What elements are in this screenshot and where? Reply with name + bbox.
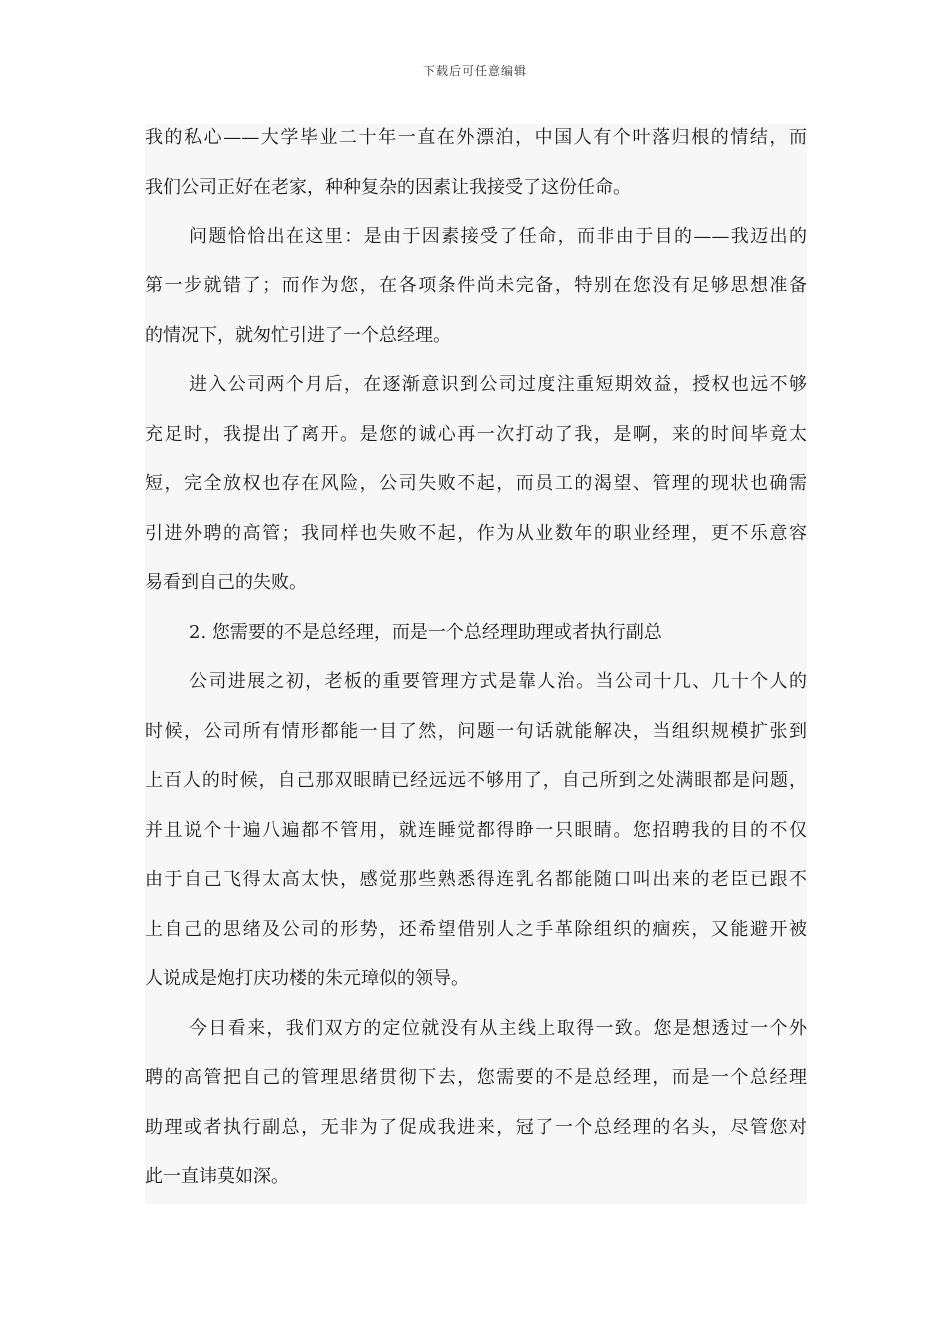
text-line: 充足时，我提出了离开。是您的诚心再一次打动了我，是啊，来的时间毕竟太: [145, 424, 807, 445]
text-line: 上自己的思绪及公司的形势，还希望借别人之手革除组织的痼疾，又能避开被: [145, 919, 807, 940]
text-line: 由于自己飞得太高太快，感觉那些熟悉得连乳名都能随口叫出来的老臣已跟不: [145, 869, 807, 890]
text-line: 人说成是炮打庆功楼的朱元璋似的领导。: [145, 968, 469, 989]
text-line: 上百人的时候，自己那双眼睛已经远远不够用了，自己所到之处满眼都是问题，: [145, 770, 807, 791]
text-line: 短，完全放权也存在风险，公司失败不起，而员工的渴望、管理的现状也确需: [145, 473, 807, 494]
text-line: 易看到自己的失败。: [145, 572, 307, 593]
text-line: 助理或者执行副总，无非为了促成我进来，冠了一个总经理的名头，尽管您对: [145, 1117, 807, 1138]
text-line: 此一直讳莫如深。: [145, 1166, 289, 1187]
text-line: 我们公司正好在老家，种种复杂的因素让我接受了这份任命。: [145, 177, 631, 198]
paragraph-first-line: 进入公司两个月后，在逐渐意识到公司过度注重短期效益，授权也远不够: [189, 374, 807, 395]
text-line: 第一步就错了；而作为您，在各项条件尚未完备，特别在您没有足够思想准备: [145, 275, 807, 296]
text-line: 聘的高管把自己的管理思绪贯彻下去，您需要的不是总经理，而是一个总经理: [145, 1067, 807, 1088]
text-line: 引进外聘的高管；我同样也失败不起，作为从业数年的职业经理，更不乐意容: [145, 523, 807, 544]
text-line: 的情况下，就匆忙引进了一个总经理。: [145, 325, 451, 346]
text-line: 并且说个十遍八遍都不管用，就连睡觉都得睁一只眼睛。您招聘我的目的不仅: [145, 820, 807, 841]
section-heading: 2. 您需要的不是总经理，而是一个总经理助理或者执行副总: [189, 622, 662, 643]
paragraph-first-line: 今日看来，我们双方的定位就没有从主线上取得一致。您是想透过一个外: [189, 1018, 807, 1039]
page-header: 下载后可任意编辑: [422, 64, 527, 78]
paragraph-first-line: 公司进展之初，老板的重要管理方式是靠人治。当公司十几、几十个人的: [189, 671, 807, 692]
text-line: 我的私心——大学毕业二十年一直在外漂泊，中国人有个叶落归根的情结，而: [145, 127, 807, 148]
text-line: 时候，公司所有情形都能一目了然，问题一句话就能解决，当组织规模扩张到: [145, 721, 807, 742]
paragraph-first-line: 问题恰恰出在这里：是由于因素接受了任命，而非由于目的——我迈出的: [189, 226, 807, 247]
document-body: [145, 124, 807, 1204]
